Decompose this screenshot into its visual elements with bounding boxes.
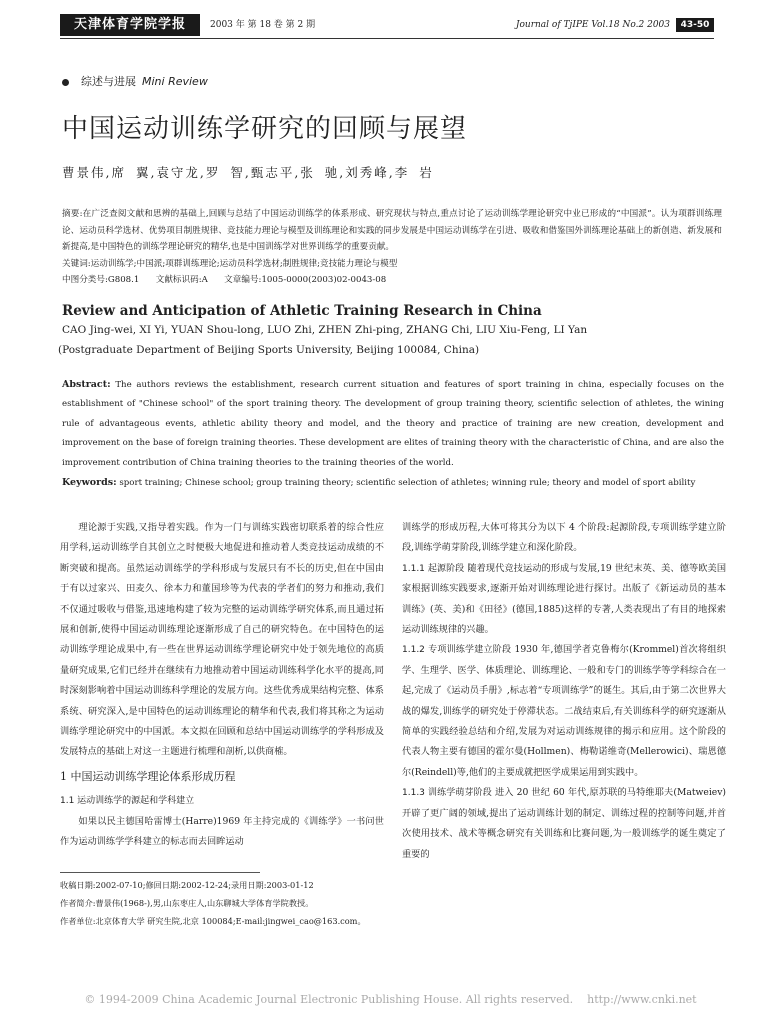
english-affiliation: (Postgraduate Department of Beijing Sports University, Beijing 100084, China)	[58, 344, 480, 356]
author-list: 曹景伟,席 翼,袁守龙,罗 智,甄志平,张 驰,刘秀峰,李 岩	[62, 165, 434, 180]
author-affiliation: 作者单位:北京体育大学 研究生院,北京 100084;E-mail:jingwei_cao@163.com。	[60, 916, 366, 926]
subsub-number: 1.1.2	[402, 645, 425, 656]
paragraph: 理论源于实践,又指导着实践。作为一门与训练实践密切联系着的综合性应用学科,运动训练学自其创立之时便极大地促进和推动着人类竞技运动成绩的不断突破和提高。虽然运动训练学的学科形成与发展只有不长的历史,但在中国由于有以过家兴、田麦久、徐本力和董国珍等为代表的学者们的努力和推动,我们不仅通过吸收与借鉴,迅速地构建了较为完整的运动训练学研究体系,而且通过拓展和创新,使得中国运动训练理论逐渐形成了自己的研究特色。在中国特色的运动训练学理论成果中,有一些在世界运动训练学理论研究中处于领先地位的高质量研究成果,它们已经并在继续有力地推动着中国运动训练科学化水平的提高,同时深刻影响着中国运动训练科学理论的发展方向。这些优秀成果结构完整、体系系统、研究深入,是中国特色的运动训练理论的精华和代表,我们将其称之为运动训练学理论研究中的中国派。本文拟在回顾和总结中国运动训练学的学科形成及发展特点的基础上对这一主题进行梳理和剖析,以供商榷。	[60, 522, 384, 758]
journal-en-name: Journal of TjIPE Vol.18 No.2 2003	[515, 20, 670, 30]
running-header	[60, 14, 714, 36]
subsub-title: 专项训练学建立阶段	[428, 645, 512, 656]
abstract-cn-text: 摘要:在广泛查阅文献和思辨的基础上,回顾与总结了中国运动训练学的体系形成、研究现状与特点,重点讨论了运动训练学理论研究中业已形成的“中国派”。认为项群训练理论、运动员科学选材、优势项目制胜规律、竞技能力理论与模型及训练理论和实践的同步发展是中国运动训练学在引进、吸收和借鉴国外训练理论基础上的新创造、新发展和新提高,是中国特色的训练学理论研究的精华,也是中国训练学对世界训练学的重要贡献。	[62, 209, 722, 252]
paragraph: 如果以民主德国哈雷博士(Harre)1969 年主持完成的《训练学》一书问世作为运动训练学学科建立的标志而去回眸运动	[60, 815, 384, 848]
subsub-number: 1.1.3	[402, 788, 425, 799]
abstract-en	[62, 375, 724, 493]
section-heading: 1 中国运动训练学理论体系形成历程	[60, 769, 236, 783]
journal-logo: 天津体育学院学报	[60, 14, 200, 36]
category-label	[62, 73, 208, 89]
copyright-footer: © 1994-2009 China Academic Journal Electronic Publishing House. All rights reserved. http://www.cnki.net	[84, 993, 697, 1006]
subsub-number: 1.1.1	[402, 563, 425, 574]
article-title: 中国运动训练学研究的回顾与展望	[62, 114, 468, 144]
subsection-heading: 1.1 运动训练学的源起和学科建立	[60, 796, 195, 807]
header-rule	[60, 38, 714, 39]
author-bio: 作者简介:曹景伟(1968-),男,山东枣庄人,山东聊城大学体育学院教授。	[60, 898, 314, 908]
issue-info: 2003 年 第 18 卷 第 2 期	[210, 20, 316, 30]
keywords-cn: 关键词:运动训练学;中国派;项群训练理论;运动员科学选材;制胜规律;竞技能力理论与模型	[62, 258, 398, 269]
paragraph: 训练学的形成历程,大体可将其分为以下 4 个阶段:起源阶段,专项训练学建立阶段,训练学萌芽阶段,训练学建立和深化阶段。	[402, 522, 726, 554]
page-range-badge: 43-50	[676, 18, 714, 32]
abstract-cn	[62, 206, 722, 289]
footnotes	[60, 876, 720, 930]
abstract-en-text: The authors reviews the establishment, research current situation and features of sport training in china, especially focuses on the establishment of "Chinese school" of the sport training theory. The development of group training theory, scientific selection of athletes, the wining rule of advantageous events, athletic ability theory and model, and the theory and practice of training are new creation, development and improvement on the base of foreign training theories. These development are elites of training theory with the characteristic of China, and are also the improvement contribution of China training theories to the training theories of the world.	[62, 380, 724, 468]
body-column-right	[402, 518, 726, 865]
category-cn: 综述与进展	[81, 75, 136, 88]
body-column-left	[60, 518, 384, 853]
english-title: Review and Anticipation of Athletic Training Research in China	[62, 303, 542, 319]
paragraph: 1930 年,德国学者克鲁梅尔(Krommel)首次将组织学、生理学、医学、体质理论、训练理论、一般和专门的训练学等学科综合在一起,完成了《运动员手册》,标志着“专项训练学”的诞生。其后,由于第二次世界大战的爆发,训练学的研究处于停滞状态。二战结束后,有关训练科学的研究逐渐从简单的实践经验总结和介绍,发展为对运动训练规律的揭示和应用。这个阶段的代表人物主要有德国的霍尔曼(Hollmen)、梅勒诺维奇(Mellerowici)、瑞恩德尔(Reindell)等,他们的主要成就把医学成果运用到实践中。	[402, 644, 726, 778]
subsub-title: 训练学萌芽阶段	[427, 788, 492, 799]
footnote-rule	[60, 872, 260, 873]
english-authors: CAO Jing-wei, XI Yi, YUAN Shou-long, LUO Zhi, ZHEN Zhi-ping, ZHANG Chi, LIU Xiu-Feng, LI Yan	[62, 324, 588, 336]
bullet-icon	[62, 79, 69, 86]
keywords-en-label: Keywords:	[62, 477, 117, 489]
category-en: Mini Review	[142, 75, 208, 88]
paragraph: 随着现代竞技运动的形成与发展,19 世纪末英、美、德等欧美国家根据训练实践要求,逐渐开始对训练理论进行探讨。出版了《新运动员的基本训练》(英、美)和《田径》(德国,1885)这样的专著,人类表现出了有目的地探索运动训练规律的兴趣。	[402, 562, 727, 636]
received-dates: 收稿日期:2002-07-10;修回日期:2002-12-24;录用日期:2003-01-12	[60, 880, 314, 890]
subsub-title: 起源阶段	[427, 563, 465, 574]
classification-meta: 中图分类号:G808.1 文献标识码:A 文章编号:1005-0000(2003)02-0043-08	[62, 275, 387, 285]
abstract-en-label: Abstract:	[62, 379, 111, 390]
keywords-en: sport training; Chinese school; group training theory; scientific selection of athletes; winning rule; theory and model of sport ability	[119, 478, 696, 489]
paragraph: 进入 20 世纪 60 年代,原苏联的马特维耶夫(Matweiev)开辟了更广阔的领域,提出了运动训练计划的制定、训练过程的控制等问题,并首次使用技术、战术等概念研究有关训练和比赛问题,为一般训练学的诞生奠定了重要的	[402, 787, 726, 860]
